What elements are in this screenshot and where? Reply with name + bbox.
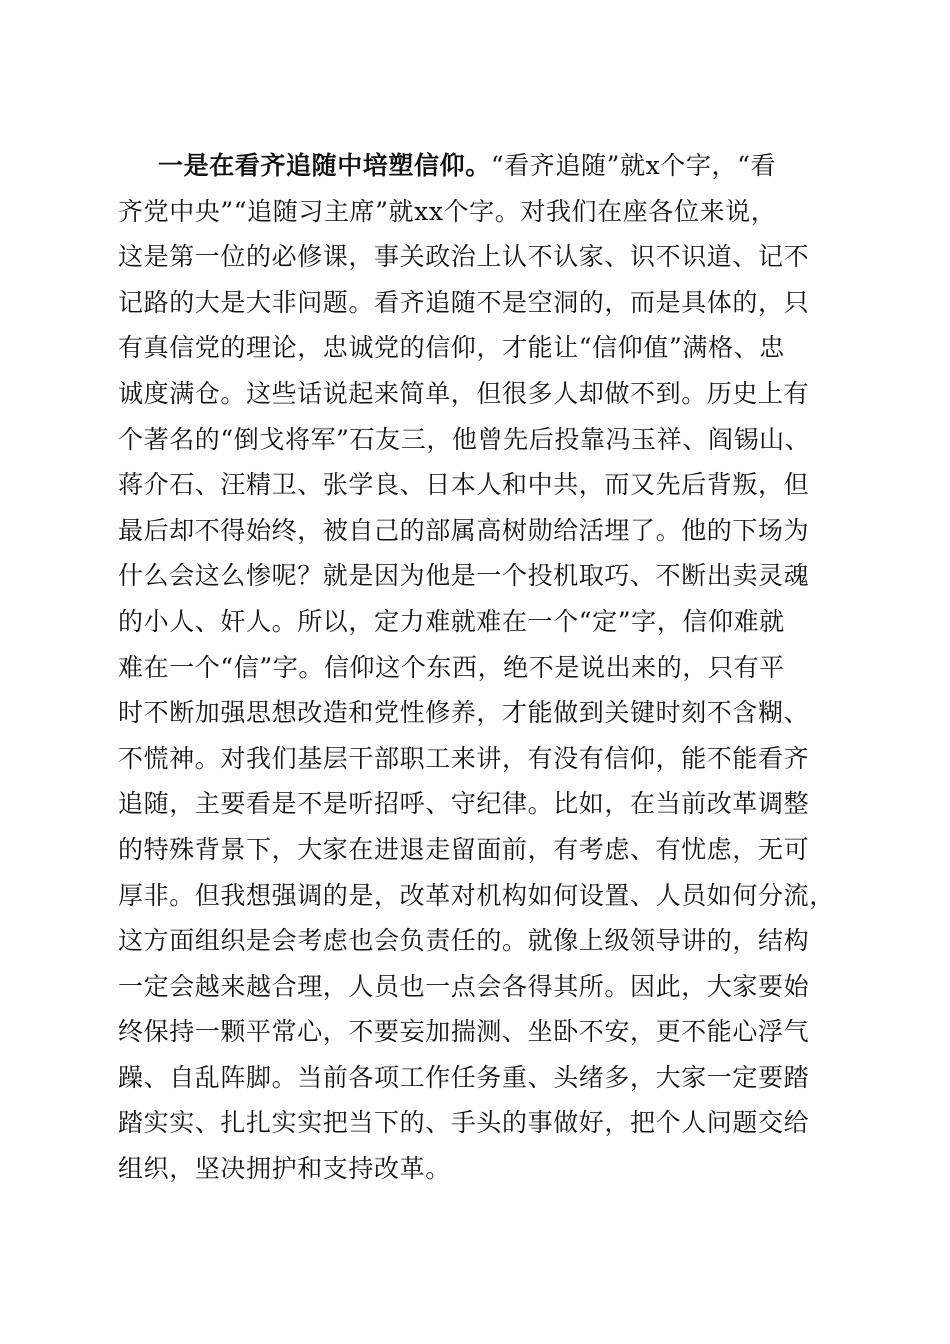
paragraph-line: 齐党中央”“追随习主席”就xx个字。对我们在座各位来说， xyxy=(118,196,777,226)
paragraph-line: 终保持一颗平常心，不要妄加揣测、坐卧不安，更不能心浮气 xyxy=(118,1017,810,1047)
paragraph-line: 躁、自乱阵脚。当前各项工作任务重、头绪多，大家一定要踏 xyxy=(118,1062,810,1092)
paragraph-line: 记路的大是大非问题。看齐追随不是空洞的，而是具体的，只 xyxy=(118,287,810,317)
paragraph-line: 厚非。但我想强调的是，改革对机构如何设置、人员如何分流， xyxy=(118,880,835,910)
paragraph-line: 这方面组织是会考虑也会负责任的。就像上级领导讲的，结构 xyxy=(118,926,810,956)
paragraph-line: 个著名的“倒戈将军”石友三，他曾先后投靠冯玉祥、阎锡山、 xyxy=(118,424,811,454)
paragraph-line: 时不断加强思想改造和党性修养，才能做到关键时刻不含糊、 xyxy=(118,698,810,728)
paragraph-line: 不慌神。对我们基层干部职工来讲，有没有信仰，能不能看齐 xyxy=(118,743,810,773)
paragraph-line: 蒋介石、汪精卫、张学良、日本人和中共，而又先后背叛，但 xyxy=(118,470,810,500)
paragraph-line: 这是第一位的必修课，事关政治上认不认家、识不识道、记不 xyxy=(118,242,810,272)
paragraph-line: 的特殊背景下，大家在进退走留面前，有考虑、有忧虑，无可 xyxy=(118,834,810,864)
paragraph-line: 最后却不得始终，被自己的部属高树勋给活埋了。他的下场为 xyxy=(118,515,810,545)
paragraph-line: 的小人、奸人。所以，定力难就难在一个“定”字，信仰难就 xyxy=(118,606,785,636)
paragraph-line: 组织，坚决拥护和支持改革。 xyxy=(118,1154,451,1184)
paragraph-line: 踏实实、扎扎实实把当下的、手头的事做好，把个人问题交给 xyxy=(118,1108,810,1138)
paragraph-line: 一定会越来越合理，人员也一点会各得其所。因此，大家要始 xyxy=(118,971,810,1001)
paragraph-line: 有真信党的理论，忠诚党的信仰，才能让“信仰值”满格、忠 xyxy=(118,333,785,363)
paragraph-lead-heading: 一是在看齐追随中培塑信仰。 xyxy=(158,151,491,180)
paragraph-line xyxy=(118,143,838,189)
paragraph-line: 诚度满仓。这些话说起来简单，但很多人却做不到。历史上有 xyxy=(118,378,810,408)
body-paragraph xyxy=(118,143,838,1192)
paragraph-text: “看齐追随”就x个字，“看 xyxy=(490,151,777,180)
paragraph-line: 难在一个“信”字。信仰这个东西，绝不是说出来的，只有平 xyxy=(118,652,785,682)
paragraph-line: 追随，主要看是不是听招呼、守纪律。比如，在当前改革调整 xyxy=(118,789,810,819)
paragraph-line: 什么会这么惨呢？就是因为他是一个投机取巧、不断出卖灵魂 xyxy=(118,561,810,591)
